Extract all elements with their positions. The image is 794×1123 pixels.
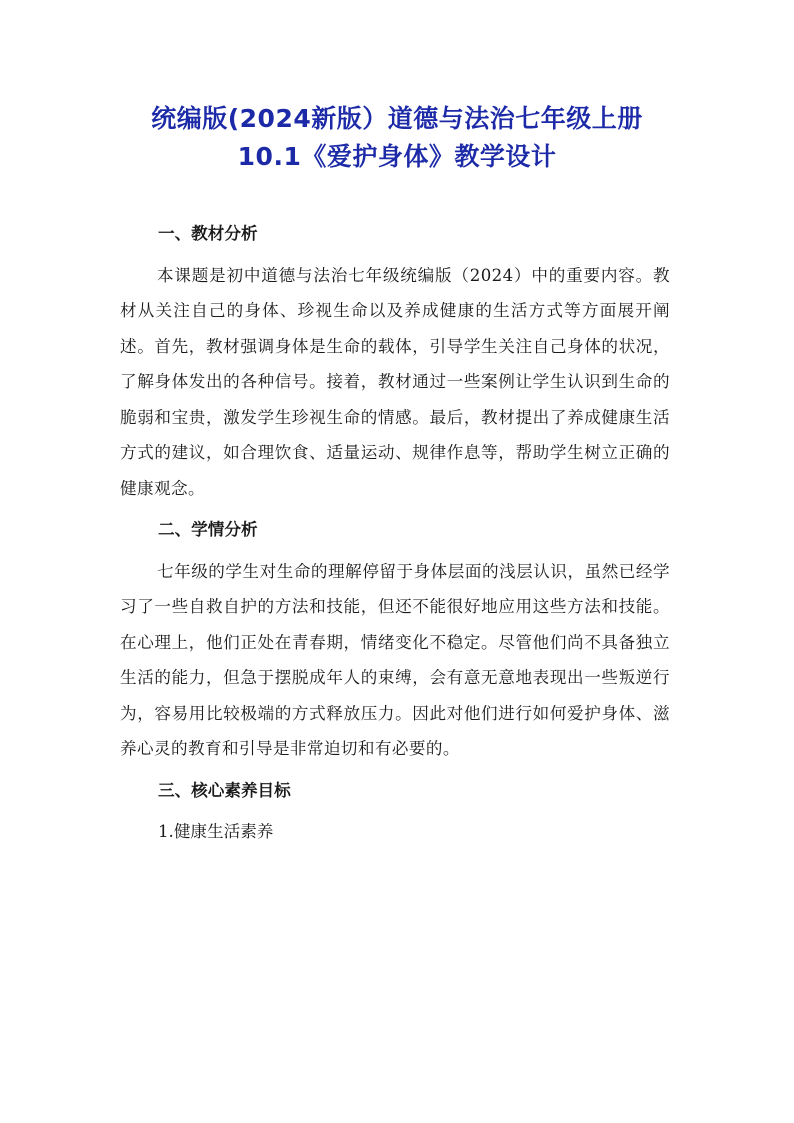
section-student-analysis [120, 512, 670, 767]
section-heading: 一、教材分析 [158, 224, 258, 243]
section-heading: 二、学情分析 [158, 520, 258, 539]
section-paragraph: 本课题是初中道德与法治七年级统编版（2024）中的重要内容。教材从关注自己的身体、珍视生命以及养成健康的生活方式等方面展开阐述。首先，教材强调身体是生命的载体，引导学生关注自己身体的状况，了解身体发出的各种信号。接着，教材通过一些案例让学生认识到生命的脆弱和宝贵，激发学生珍视生命的情感。最后，教材提出了养成健康生活方式的建议，如合理饮食、适量运动、规律作息等，帮助学生树立正确的健康观念。 [120, 265, 670, 498]
section-subitem: 1.健康生活素养 [158, 822, 274, 841]
document-title-line-1: 统编版(2024新版）道德与法治七年级上册 [151, 104, 643, 133]
section-heading: 三、核心素养目标 [158, 780, 291, 800]
section-core-literacy-goals [120, 773, 670, 850]
document-title-line-2: 10.1《爱护身体》教学设计 [237, 142, 557, 171]
document-body [120, 216, 670, 850]
section-textbook-analysis [120, 216, 670, 506]
section-paragraph: 七年级的学生对生命的理解停留于身体层面的浅层认识，虽然已经学习了一些自救自护的方法和技能，但还不能很好地应用这些方法和技能。在心理上，他们正处在青春期，情绪变化不稳定。尽管他们尚不具备独立生活的能力，但急于摆脱成年人的束缚，会有意无意地表现出一些叛逆行为，容易用比较极端的方式释放压力。因此对他们进行如何爱护身体、滋养心灵的教育和引导是非常迫切和有必要的。 [120, 561, 670, 758]
